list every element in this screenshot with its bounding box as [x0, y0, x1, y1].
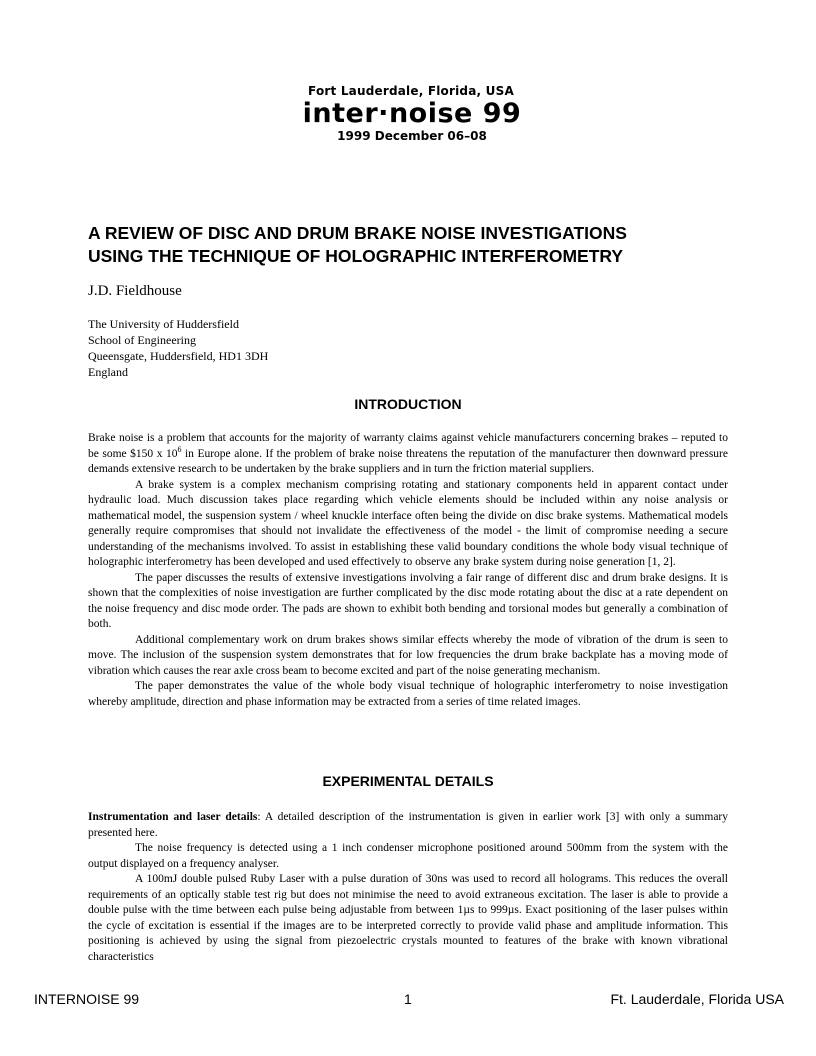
run-in-heading: Instrumentation and laser details [88, 811, 258, 823]
affiliation-line: Queensgate, Huddersfield, HD1 3DH [88, 349, 269, 363]
affiliation-line: England [88, 365, 128, 379]
affiliation-line: School of Engineering [88, 333, 196, 347]
conference-location: Fort Lauderdale, Florida, USA [308, 84, 514, 98]
introduction-paragraph: The paper discusses the results of extensive investigations involving a fair range of different disc and drum brake designs. It is shown that the complexities of noise investigation are further complicated by the disc mode rotating about the disc at a rate dependent on the noise frequency and disc mode order. The pads are shown to exhibit both bending and torsional modes but generally a combination of both. [88, 571, 728, 630]
conference-masthead [0, 84, 816, 143]
footer-location: Ft. Lauderdale, Florida USA [610, 991, 784, 1007]
experimental-details-heading: EXPERIMENTAL DETAILS [322, 773, 494, 789]
exponent: 6 [177, 444, 182, 454]
introduction-paragraph: Additional complementary work on drum brakes shows similar effects whereby the mode of vibration of the drum is seen to move. The inclusion of the suspension system demonstrates that for low frequencies the drum brake backplate has a moving mode of vibration which causes the rear axle cross beam to become excited and part of the noise generating mechanism. [88, 633, 728, 677]
affiliation-line: The University of Huddersfield [88, 317, 239, 331]
introduction-body [88, 431, 728, 710]
author-affiliation [88, 316, 268, 380]
page-number: 1 [404, 991, 412, 1007]
experimental-paragraph: Instrumentation and laser details: A detailed description of the instrumentation is given in earlier work [3] with only a summary presented here. [88, 811, 729, 839]
introduction-paragraph: The paper demonstrates the value of the whole body visual technique of holographic interferometry to noise investigation whereby amplitude, direction and phase information may be extracted from a series of time related images. [88, 680, 728, 708]
introduction-heading: INTRODUCTION [354, 396, 462, 412]
introduction-paragraph: A brake system is a complex mechanism comprising rotating and stationary components held in apparent contact under hydraulic load. Much discussion takes place regarding which vehicle elements should be included within any noise analysis or mathematical model, the suspension system / wheel knuckle interface often being the divide on disc brake systems. Mathematical models generally require compromises that should not invalidate the effectiveness of the model - the limit of compromise needing a secure understanding of the mechanisms involved. To assist in establishing these valid boundary conditions the whole body visual technique of holographic interferometry has been developed and used effectively to observe any brake system during noise generation [1, 2]. [88, 478, 728, 568]
experimental-paragraph: A 100mJ double pulsed Ruby Laser with a pulse duration of 30ns was used to record all holograms. This reduces the overall requirements of an optically stable test rig but does not minimise the need to avoid extraneous excitation. The laser is able to provide a double pulse with the time between each pulse being adjustable from between 1µs to 999µs. Exact positioning of the laser pulses within the cycle of excitation is essential if the images are to be interpreted correctly to provide valid phase and amplitude information. This positioning is achieved by using the signal from piezoelectric crystals mounted to features of the brake with known vibrational characteristics [88, 873, 728, 963]
conference-logo: inter·noise 99 [302, 98, 522, 129]
footer-conference: INTERNOISE 99 [34, 991, 140, 1007]
experimental-paragraph: The noise frequency is detected using a 1 inch condenser microphone positioned around 500mm from the system with the output displayed on a frequency analyser. [88, 842, 728, 870]
paper-title [88, 222, 728, 268]
experimental-details-body [88, 810, 728, 965]
paper-title-line-1: A REVIEW OF DISC AND DRUM BRAKE NOISE INVESTIGATIONS [88, 223, 627, 243]
introduction-paragraph: Brake noise is a problem that accounts for the majority of warranty claims against vehicle manufacturers concerning brakes – reputed to be some $150 x $10^6$ in Europe alone. If the problem of brake noise threatens the reputation of the manufacturer then downward pressure demands extensive research to be undertaken by the brake suppliers and in turn the friction material suppliers. [88, 432, 728, 475]
author-name: J.D. Fieldhouse [88, 283, 182, 299]
paper-title-line-2: USING THE TECHNIQUE OF HOLOGRAPHIC INTERFEROMETRY [88, 246, 624, 266]
conference-dates: 1999 December 06–08 [337, 129, 487, 143]
